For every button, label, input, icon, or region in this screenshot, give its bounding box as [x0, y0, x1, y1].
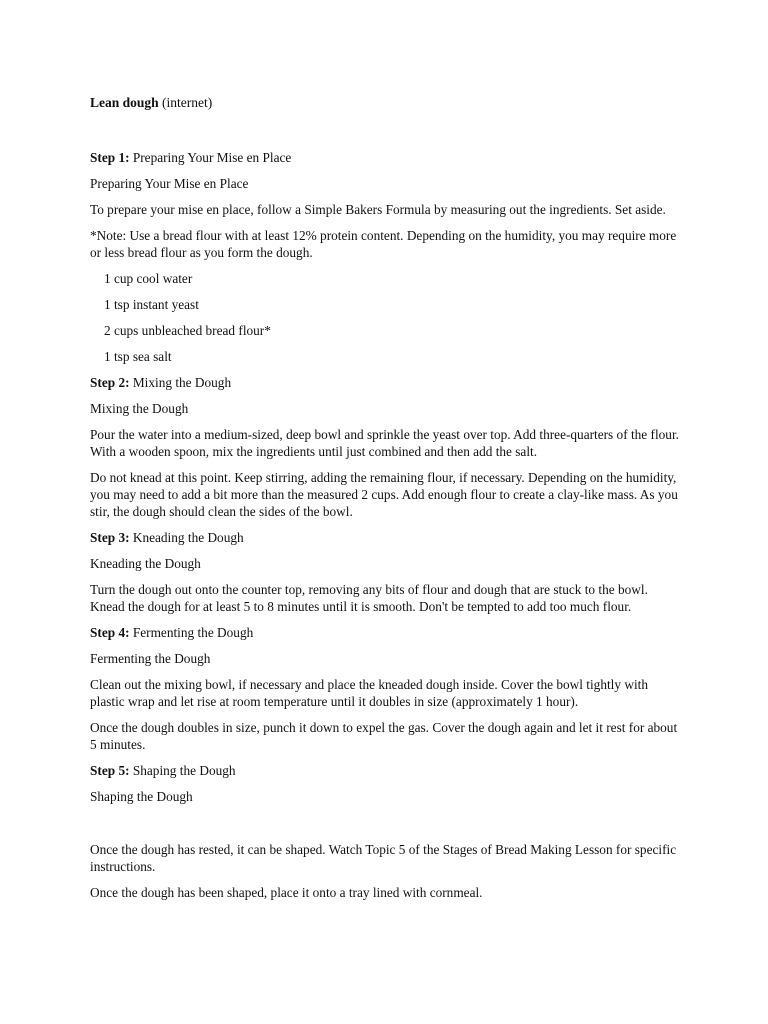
document-body — [90, 94, 680, 910]
step-2-label: Step 2: — [90, 375, 130, 390]
title-bold: Lean dough — [90, 95, 159, 110]
step-3-label: Step 3: — [90, 530, 130, 545]
step-3-subheading: Kneading the Dough — [90, 556, 201, 571]
step-3-name: Kneading the Dough — [132, 530, 244, 545]
step-3-paragraph: Turn the dough out onto the counter top, removing any bits of flour and dough that are stuck to the bowl. Knead the dough for at least 5 to 8 minutes until it is smooth. Don't be tempted to add too much flour. — [90, 582, 648, 614]
step-1-name: Preparing Your Mise en Place — [132, 150, 292, 165]
document-title — [90, 94, 680, 111]
step-5-paragraph-2: Once the dough has been shaped, place it onto a tray lined with cornmeal. — [90, 885, 483, 900]
ingredient-item: 1 tsp sea salt — [104, 349, 172, 364]
step-4-paragraph-1: Clean out the mixing bowl, if necessary and place the kneaded dough inside. Cover the bowl tightly with plastic wrap and let rise at room temperature until it doubles in size (approximately 1 hour). — [90, 677, 648, 709]
step-2-paragraph-1: Pour the water into a medium-sized, deep bowl and sprinkle the yeast over top. Add three-quarters of the flour. With a wooden spoon, mix the ingredients until just combined and then add the salt. — [90, 427, 679, 459]
step-2-paragraph-2: Do not knead at this point. Keep stirring, adding the remaining flour, if necessary. Depending on the humidity, you may need to add a bit more than the measured 2 cups. Add enough flour to create a clay-like mass. As you stir, the dough should clean the sides of the bowl. — [90, 470, 678, 519]
step-5-heading — [90, 762, 680, 779]
ingredient-item: 2 cups unbleached bread flour* — [104, 323, 271, 338]
step-4-heading — [90, 624, 680, 641]
ingredient-item: 1 cup cool water — [104, 271, 193, 286]
step-4-subheading: Fermenting the Dough — [90, 651, 211, 666]
step-5-subheading: Shaping the Dough — [90, 789, 193, 804]
step-5-paragraph-1: Once the dough has rested, it can be shaped. Watch Topic 5 of the Stages of Bread Making Lesson for specific instructions. — [90, 842, 677, 874]
step-3-heading — [90, 529, 680, 546]
step-1-heading — [90, 149, 680, 166]
step-1-note: *Note: Use a bread flour with at least 12% protein content. Depending on the humidity, you may require more or less bread flour as you form the dough. — [90, 228, 677, 260]
ingredient-item: 1 tsp instant yeast — [104, 297, 199, 312]
step-1-paragraph: To prepare your mise en place, follow a Simple Bakers Formula by measuring out the ingredients. Set aside. — [90, 202, 666, 217]
step-2-subheading: Mixing the Dough — [90, 401, 189, 416]
step-5-label: Step 5: — [90, 763, 130, 778]
step-4-name: Fermenting the Dough — [132, 625, 254, 640]
step-4-label: Step 4: — [90, 625, 130, 640]
step-5-name: Shaping the Dough — [132, 763, 236, 778]
step-2-name: Mixing the Dough — [132, 375, 232, 390]
title-suffix: (internet) — [162, 95, 213, 110]
step-1-subheading: Preparing Your Mise en Place — [90, 176, 249, 191]
blank-line — [90, 814, 680, 841]
step-4-paragraph-2: Once the dough doubles in size, punch it down to expel the gas. Cover the dough again and let it rest for about 5 minutes. — [90, 720, 678, 752]
step-2-heading — [90, 374, 680, 391]
step-1-label: Step 1: — [90, 150, 130, 165]
